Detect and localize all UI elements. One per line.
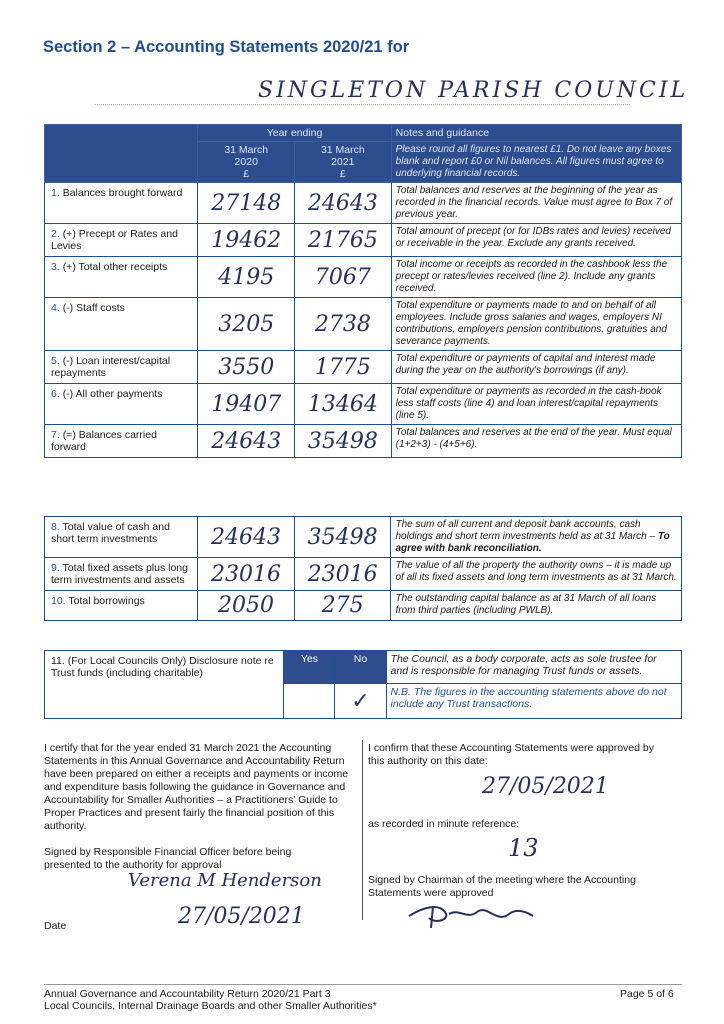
value-2021[interactable]: 35498	[294, 517, 391, 558]
row-number: 5.	[51, 355, 60, 367]
row-label	[45, 351, 198, 384]
row-number: 10.	[51, 595, 66, 607]
rfo-date: 27/05/2021	[178, 904, 305, 929]
footer-rule	[44, 984, 682, 985]
footer-line-1: Annual Governance and Accountability Return 2020/21 Part 3	[44, 988, 331, 1000]
row-label-text: (=) Balances carried forward	[51, 429, 157, 453]
row-label	[45, 224, 198, 257]
footer-line-2: Local Councils, Internal Drainage Boards and other Smaller Authorities*	[44, 1000, 377, 1012]
value-2020[interactable]: 24643	[198, 425, 295, 458]
value-2021[interactable]: 35498	[295, 425, 392, 458]
rfo-signed-label: Signed by Responsible Financial Officer before being presented to the authority for approval	[44, 846, 292, 871]
row-label	[45, 517, 198, 558]
date-label: Date	[44, 920, 67, 932]
row-note: Total balances and reserves at the end of the year. Must equal (1+2+3) - (4+5+6).	[391, 425, 681, 458]
row-label	[45, 183, 198, 224]
value-2021[interactable]: 13464	[295, 384, 392, 425]
row-note: Total balances and reserves at the beginning of the year as recorded in the financial records. Value must agree to Box 7 of previous year.	[391, 183, 681, 224]
header-blank-cell	[45, 125, 198, 183]
year-ending-header: Year ending	[198, 125, 391, 142]
value-2020[interactable]: 23016	[198, 558, 295, 591]
statement-row	[45, 558, 682, 591]
notes-header: Notes and guidance	[391, 125, 681, 142]
trust-no-header: No	[335, 651, 386, 684]
row-label-text: Total borrowings	[68, 595, 145, 607]
row-note: The sum of all current and deposit bank accounts, cash holdings and short term investments held as at 31 March – To agree with bank reconciliation.	[391, 517, 682, 558]
statement-row	[45, 591, 682, 621]
row-note: Total income or receipts as recorded in the cashbook less the precept or rates/levies received (line 2). Include any grants received.	[391, 257, 681, 298]
value-2020[interactable]: 3550	[198, 351, 295, 384]
row-number: 3.	[51, 261, 60, 273]
col-2021-header: 31 March 2021 £	[295, 142, 392, 183]
statement-row	[45, 425, 682, 458]
value-2021[interactable]: 2738	[295, 298, 392, 351]
trust-note-1: The Council, as a body corporate, acts as sole trustee for and is responsible for managing Trust funds or assets.	[386, 651, 681, 684]
checkmark-icon: ✓	[351, 688, 370, 713]
value-2021[interactable]: 1775	[295, 351, 392, 384]
row-label	[45, 425, 198, 458]
trust-yes-cell[interactable]	[284, 684, 335, 719]
value-2021[interactable]: 275	[294, 591, 391, 621]
minute-label: as recorded in minute reference:	[368, 818, 520, 830]
row-note: Total expenditure or payments as recorded in the cash-book less staff costs (line 4) and loan interest/capital repayments (line 5).	[391, 384, 681, 425]
col-2020-header: 31 March 2020 £	[198, 142, 295, 183]
trust-funds-table	[44, 650, 682, 719]
row-number: 4.	[51, 302, 60, 314]
row-label	[45, 384, 198, 425]
row-label	[45, 591, 198, 621]
row-note: Total expenditure or payments of capital and interest made during the year on the authority's borrowings (if any).	[391, 351, 681, 384]
row-note: The value of all the property the authority owns – it is made up of all its fixed assets and long term investments as at 31 March.	[391, 558, 682, 591]
council-name: SINGLETON PARISH COUNCIL	[258, 78, 689, 103]
row-label-text: Total fixed assets plus long term investments and assets	[51, 562, 188, 586]
row-note: Total amount of precept (or for IDBs rates and levies) received or receivable in the year. Exclude any grants received.	[391, 224, 681, 257]
value-2020[interactable]: 2050	[198, 591, 295, 621]
statement-row	[45, 351, 682, 384]
row-number: 7.	[51, 429, 60, 441]
row-note-bold: To agree with bank reconciliation.	[395, 531, 670, 554]
chair-signed-label: Signed by Chairman of the meeting where the Accounting Statements were approved	[368, 874, 636, 899]
trust-label: 11. (For Local Councils Only) Disclosure note re Trust funds (including charitable)	[45, 651, 284, 719]
value-2020[interactable]: 4195	[198, 257, 295, 298]
row-number: 8.	[51, 521, 60, 533]
statement-row	[45, 384, 682, 425]
footer-text	[44, 988, 377, 1012]
row-note: Total expenditure or payments made to and on behalf of all employees. Include gross salaries and wages, employers NI contributions, employers pension contributions, gratuities and severance payments.	[391, 298, 681, 351]
row-label-text: (+) Total other receipts	[62, 261, 168, 273]
row-label-text: Balances brought forward	[62, 187, 183, 199]
certification-text: I certify that for the year ended 31 March 2021 the Accounting Statements in this Annual Governance and Accountability Return have been prepared on either a receipts and payments or income and expenditure basis following the guidance in Governance and Accountability for Smaller Authorities – a Practitioners' Guide to Proper Practices and present fairly the financial position of this authority.	[44, 742, 349, 832]
minute-reference: 13	[508, 834, 539, 862]
approval-text: I confirm that these Accounting Statements were approved by this authority on this date:	[368, 742, 654, 767]
statement-row	[45, 257, 682, 298]
trust-note-2: N.B. The figures in the accounting statements above do not include any Trust transactions.	[386, 684, 681, 719]
notes-intro: Please round all figures to nearest £1. Do not leave any boxes blank and report £0 or Nil balances. All figures must agree to underlying financial records.	[391, 142, 681, 183]
page-number: Page 5 of 6	[620, 988, 674, 1000]
row-number: 1.	[51, 187, 60, 199]
value-2020[interactable]: 19407	[198, 384, 295, 425]
row-label-text: (+) Precept or Rates and Levies	[51, 228, 178, 252]
value-2021[interactable]: 24643	[295, 183, 392, 224]
statement-row	[45, 298, 682, 351]
row-label-text: (-) Staff costs	[62, 302, 125, 314]
value-2021[interactable]: 23016	[294, 558, 391, 591]
rfo-signature: Verena M Henderson	[128, 870, 322, 891]
value-2020[interactable]: 24643	[198, 517, 295, 558]
row-number: 9.	[51, 562, 60, 574]
value-2021[interactable]: 21765	[295, 224, 392, 257]
trust-yes-header: Yes	[284, 651, 335, 684]
chairman-signature	[405, 898, 540, 930]
certification-divider	[362, 740, 363, 920]
section-title: Section 2 – Accounting Statements 2020/21 for	[43, 38, 410, 56]
balances-table	[44, 516, 682, 621]
value-2020[interactable]: 27148	[198, 183, 295, 224]
row-label	[45, 257, 198, 298]
trust-no-cell[interactable]	[335, 684, 386, 719]
row-number: 6.	[51, 388, 60, 400]
council-name-underline	[95, 104, 630, 105]
value-2020[interactable]: 3205	[198, 298, 295, 351]
statement-row	[45, 517, 682, 558]
row-note: The outstanding capital balance as at 31 March of all loans from third parties (including PWLB).	[391, 591, 682, 621]
value-2021[interactable]: 7067	[295, 257, 392, 298]
accounting-statements-table	[44, 124, 682, 458]
statement-row	[45, 224, 682, 257]
row-label	[45, 558, 198, 591]
row-label-text: (-) Loan interest/capital repayments	[51, 355, 171, 379]
row-label-text: Total value of cash and short term investments	[51, 521, 170, 545]
statement-row	[45, 183, 682, 224]
row-label	[45, 298, 198, 351]
value-2020[interactable]: 19462	[198, 224, 295, 257]
approval-date: 27/05/2021	[482, 774, 609, 799]
row-number: 2.	[51, 228, 60, 240]
row-label-text: (-) All other payments	[62, 388, 163, 400]
